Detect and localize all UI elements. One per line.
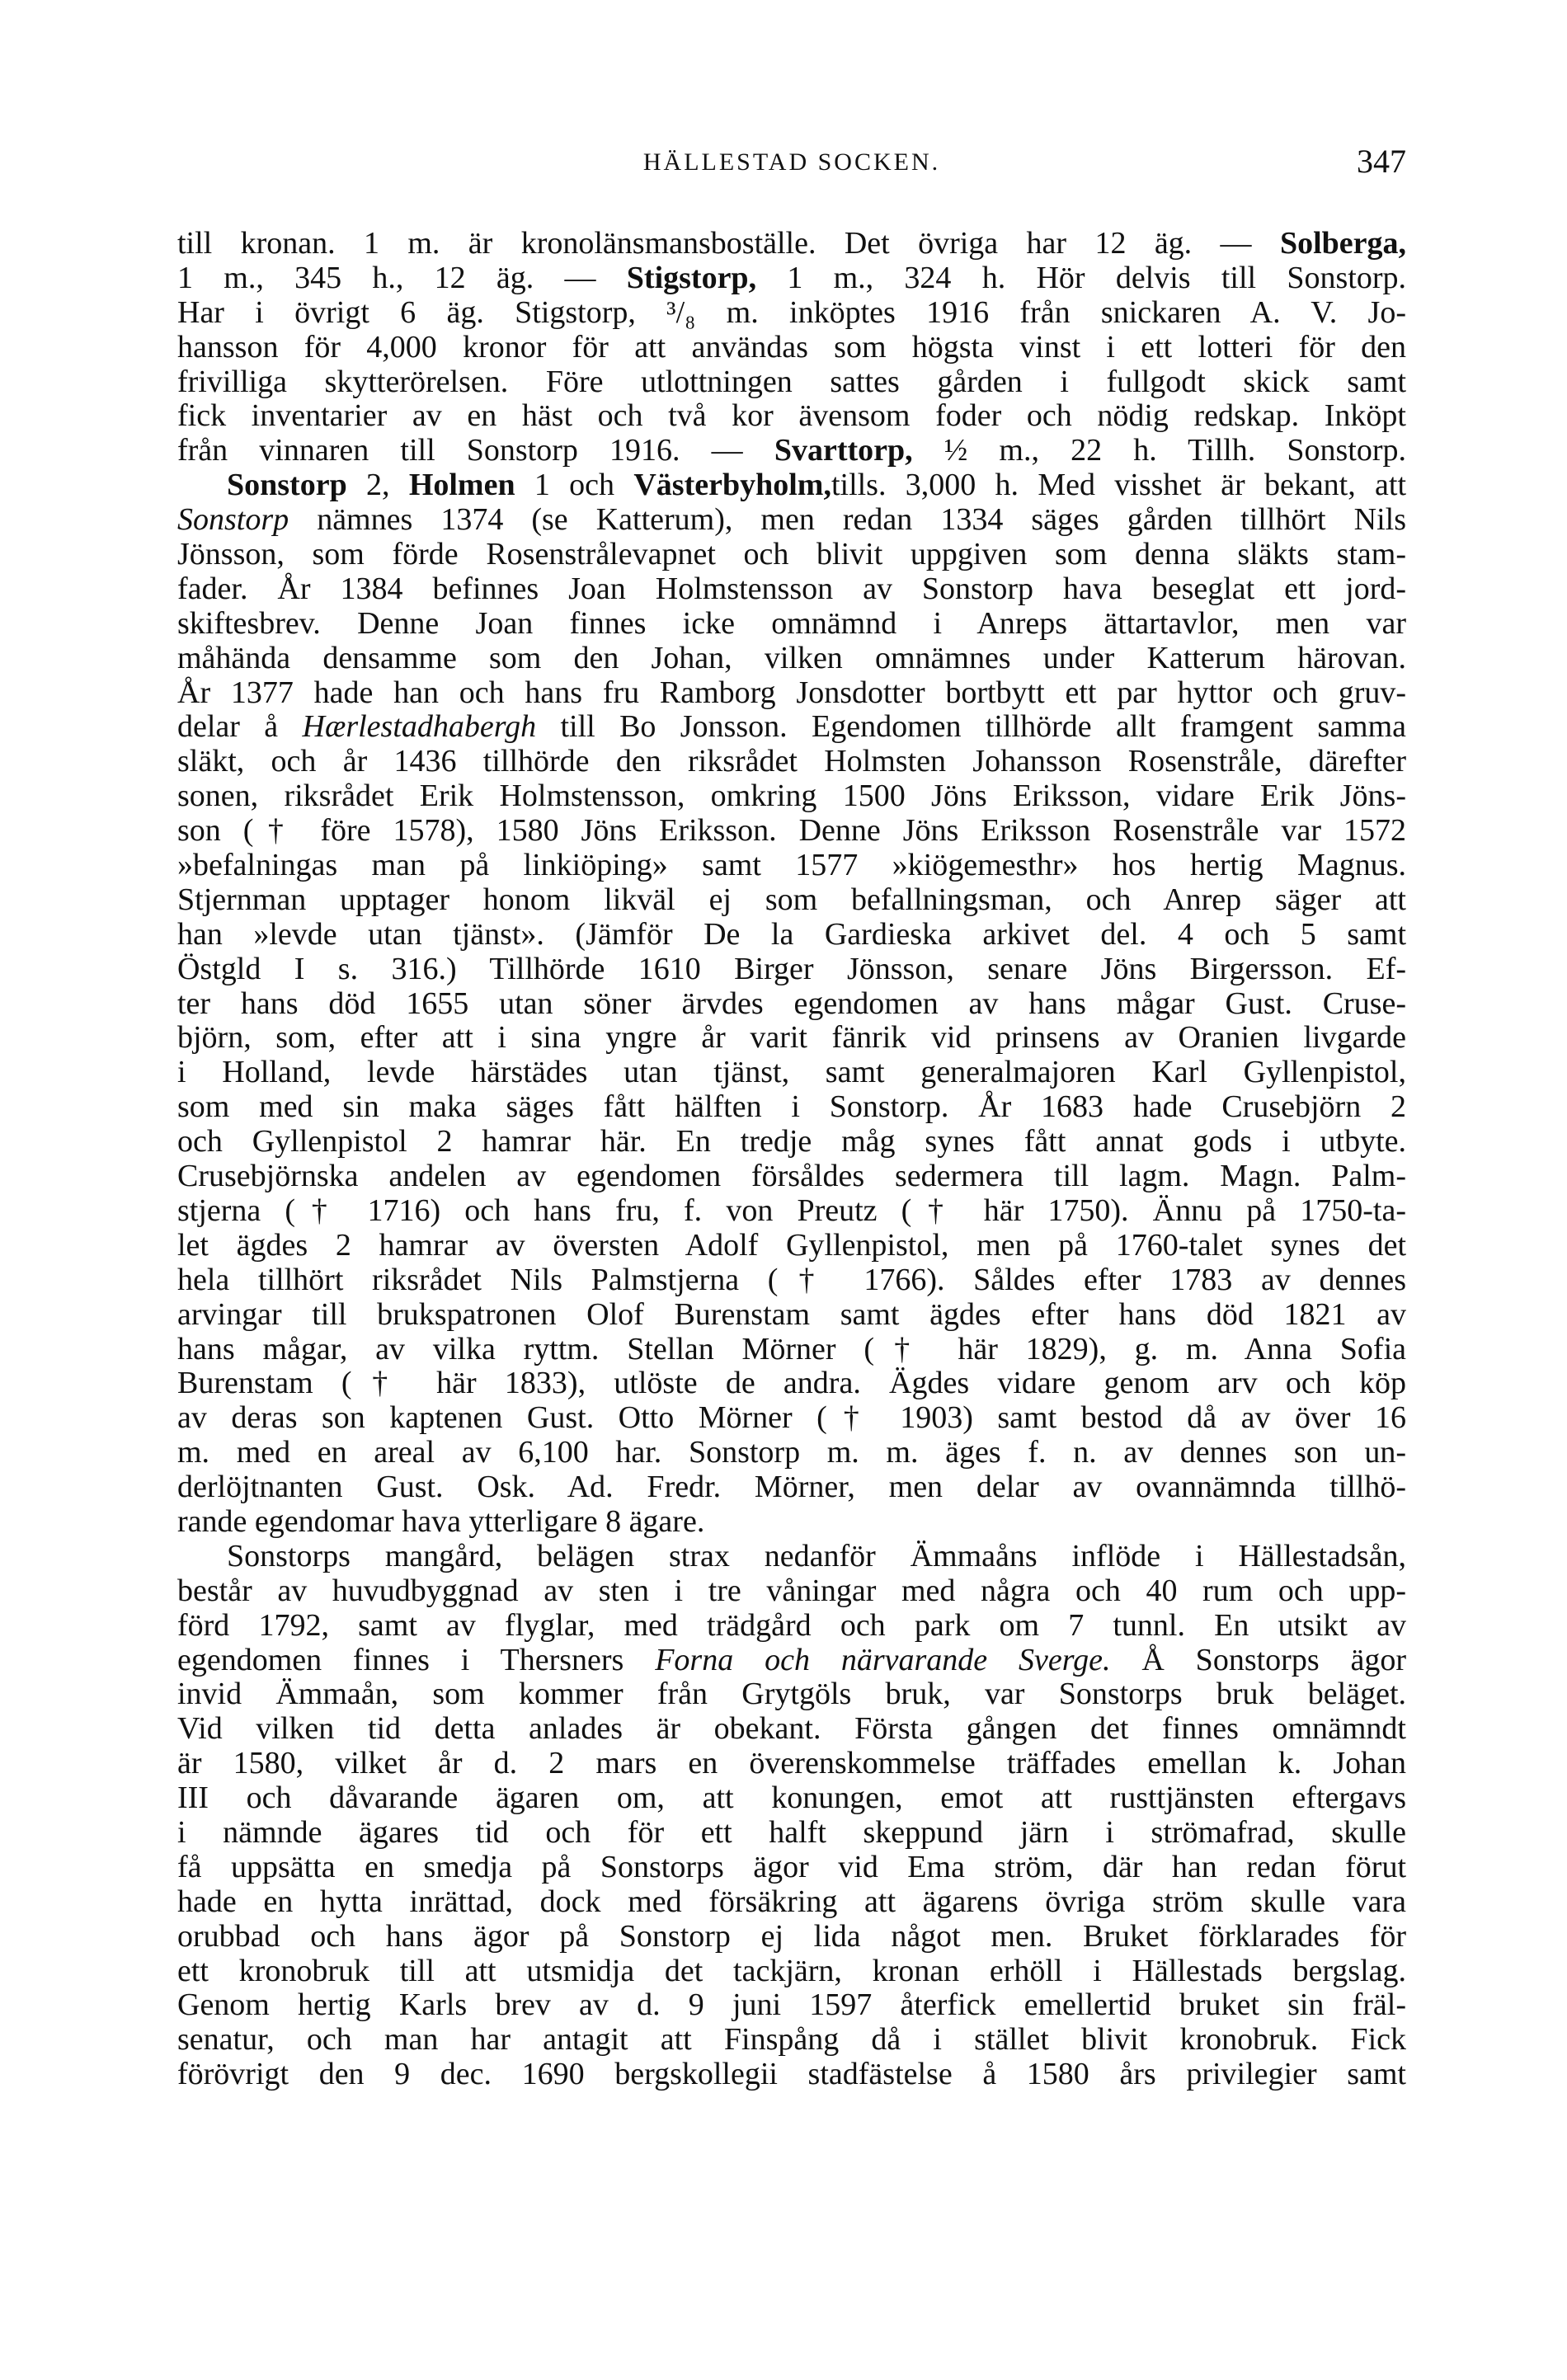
text-run: från vinnaren till Sonstorp 1916. — (177, 434, 774, 468)
text-run: Burenstam († här 1833), utlöste de andra. Ägdes vidare genom arv och köp (177, 1366, 1406, 1401)
text-line (177, 1851, 1406, 1885)
text-run: tills. 3,000 h. Med visshet är bekant, att (831, 468, 1406, 503)
text-run: arvingar till brukspatronen Olof Burenstam samt ägdes efter hans död 1821 av (177, 1297, 1406, 1332)
text-line (177, 1125, 1406, 1159)
text-run: 2, (346, 468, 409, 503)
text-line (177, 365, 1406, 400)
text-line (177, 779, 1406, 814)
text-run: 1 m., 324 h. Hör delvis till Sonstorp. (756, 261, 1406, 295)
text-line (177, 607, 1406, 642)
text-run: släkt, och år 1436 tillhörde den riksrådet Holmsten Johansson Rosenstråle, därefter (177, 745, 1406, 779)
text-line (177, 642, 1406, 676)
text-run: nämnes 1374 (se Katterum), men redan 1334 säges gården tillhört Nils (289, 503, 1406, 538)
text-run: av deras son kaptenen Gust. Otto Mörner († 1903) samt bestod då av över 16 (177, 1401, 1406, 1436)
text-run: förövrigt den 9 dec. 1690 bergskollegii stadfästelse å 1580 års privilegier samt (177, 2058, 1406, 2092)
text-line (177, 261, 1406, 296)
text-line (177, 399, 1406, 434)
text-line (177, 503, 1406, 538)
text-run: ett kronobruk till att utsmidja det tackjärn, kronan erhöll i Hällestads bergslag. (177, 1954, 1406, 1988)
text-line (177, 296, 1406, 331)
text-line (177, 1229, 1406, 1263)
text-line (177, 538, 1406, 572)
text-run: hela tillhört riksrådet Nils Palmstjerna († 1766). Såldes efter 1783 av dennes (177, 1263, 1406, 1297)
text-line (177, 331, 1406, 365)
text-run: derlöjtnanten Gust. Osk. Ad. Fredr. Mörner, men delar av ovannämnda tillhö- (177, 1470, 1406, 1505)
text-line (177, 987, 1406, 1022)
text-run: egendomen finnes i Thersners (177, 1643, 656, 1677)
text-run: hans mågar, av vilka ryttm. Stellan Mörner († här 1829), g. m. Anna Sofia (177, 1332, 1406, 1366)
text-run: hade en hytta inrättad, dock med försäkring att ägarens övriga ström skulle vara (177, 1884, 1406, 1919)
text-run: fader. År 1384 befinnes Joan Holmstensson av Sonstorp hava beseglat ett jord- (177, 571, 1406, 606)
text-run: Östgld I s. 316.) Tillhörde 1610 Birger Jönsson, senare Jöns Birgersson. Ef- (177, 952, 1406, 986)
text-run: let ägdes 2 hamrar av översten Adolf Gyllenpistol, men på 1760-talet synes det (177, 1228, 1406, 1263)
text-run: Sonstorps mangård, belägen strax nedanför Ämmaåns inflöde i Hällestadsån, (227, 1539, 1406, 1573)
text-line (177, 710, 1406, 745)
text-run: måhända densamme som den Johan, vilken omnämnes under Katterum härovan. (177, 641, 1406, 675)
text-run: skiftesbrev. Denne Joan finnes icke omnämnd i Anreps ättartavlor, men var (177, 606, 1406, 641)
text-run: fick inventarier av en häst och två kor ävensom foder och nödig redskap. Inköpt (177, 399, 1406, 434)
text-run: År 1377 hade han och hans fru Ramborg Jonsdotter bortbytt ett par hyttor och gruv- (177, 675, 1406, 710)
text-run: Har i övrigt 6 äg. Stigstorp, ³/₈ m. inköptes 1916 från snickaren A. V. Jo- (177, 295, 1406, 330)
text-line (177, 745, 1406, 779)
running-header (177, 142, 1406, 183)
text-run: invid Ämmaån, som kommer från Grytgöls bruk, var Sonstorps bruk beläget. (177, 1677, 1406, 1712)
text-line (177, 1021, 1406, 1056)
text-run: och Gyllenpistol 2 hamrar här. En tredje måg synes fått annat gods i utbyte. (177, 1125, 1406, 1159)
text-line (177, 2023, 1406, 2058)
text-line (177, 1366, 1406, 1401)
text-line (177, 1401, 1406, 1436)
text-run: förd 1792, samt av flyglar, med trädgård och park om 7 tunnl. En utsikt av (177, 1608, 1406, 1643)
text-run: är 1580, vilket år d. 2 mars en överenskommelse träffades emellan k. Johan (177, 1747, 1406, 1781)
place-name: Holmen (408, 468, 515, 503)
text-line (177, 1540, 1406, 1574)
text-line (177, 1159, 1406, 1194)
italic-text: Sonstorp (177, 503, 289, 538)
text-run: son († före 1578), 1580 Jöns Eriksson. Denne Jöns Eriksson Rosenstråle var 1572 (177, 814, 1406, 849)
text-line (177, 1644, 1406, 1678)
text-line (177, 1712, 1406, 1747)
text-line (177, 1609, 1406, 1644)
text-run: Jönsson, som förde Rosenstrålevapnet och blivit uppgiven som denna släkts stam- (177, 538, 1406, 572)
text-line (177, 434, 1406, 468)
text-run: få uppsätta en smedja på Sonstorps ägor vid Ema ström, där han redan förut (177, 1850, 1406, 1884)
text-run: delar å (177, 710, 303, 745)
place-name: Svarttorp, (774, 434, 913, 468)
text-run: »befalningas man på linkiöping» samt 1577 »kiögemesthr» hos hertig Magnus. (177, 849, 1406, 883)
text-run: m. med en areal av 6,100 har. Sonstorp m. m. äges f. n. av dennes son un- (177, 1436, 1406, 1470)
text-run: senatur, och man har antagit att Finspång då i stället blivit kronobruk. Fick (177, 2023, 1406, 2058)
place-name: Stigstorp, (626, 261, 757, 295)
text-run: frivilliga skytterörelsen. Före utlottningen sattes gården i fullgodt skick samt (177, 365, 1406, 399)
text-run: i Holland, levde härstädes utan tjänst, samt generalmajoren Karl Gyllenpistol, (177, 1056, 1406, 1090)
text-run: sonen, riksrådet Erik Holmstensson, omkring 1500 Jöns Eriksson, vidare Erik Jöns- (177, 779, 1406, 814)
text-run: III och dåvarande ägaren om, att konungen, emot att rusttjänsten eftergavs (177, 1781, 1406, 1816)
text-line (177, 1885, 1406, 1920)
text-line (177, 1436, 1406, 1470)
text-run: hansson för 4,000 kronor för att användas som högsta vinst i ett lotteri för den (177, 330, 1406, 365)
text-run: som med sin maka säges fått hälften i Sonstorp. År 1683 hade Crusebjörn 2 (177, 1090, 1406, 1125)
text-run: i nämnde ägares tid och för ett halft skeppund järn i strömafrad, skulle (177, 1815, 1406, 1850)
text-line (177, 1747, 1406, 1781)
text-run: orubbad och hans ägor på Sonstorp ej lida något men. Bruket förklarades för (177, 1919, 1406, 1954)
text-run: Å Sonstorps ägor (1110, 1643, 1406, 1677)
text-run: rande egendomar hava ytterligare 8 ägare. (177, 1504, 705, 1539)
text-run: 1 m., 345 h., 12 äg. — (177, 261, 627, 295)
text-line (177, 227, 1406, 261)
italic-text: Hærlestadhabergh (302, 710, 537, 745)
place-name: Solberga, (1279, 227, 1406, 261)
text-line (177, 918, 1406, 952)
place-name: Västerbyholm, (633, 468, 831, 503)
text-run: ½ m., 22 h. Tillh. Sonstorp. (912, 434, 1406, 468)
text-line (177, 1333, 1406, 1367)
text-run: björn, som, efter att i sina yngre år varit fänrik vid prinsens av Oranien livgarde (177, 1021, 1406, 1056)
text-line (177, 1470, 1406, 1505)
place-name: Sonstorp (227, 468, 347, 503)
text-line (177, 1090, 1406, 1125)
text-line (177, 814, 1406, 849)
header-title: HÄLLESTAD SOCKEN. (642, 148, 941, 176)
text-run: består av huvudbyggnad av sten i tre våningar med några och 40 rum och upp- (177, 1573, 1406, 1608)
text-run: till kronan. 1 m. är kronolänsmansboställe. Det övriga har 12 äg. — (177, 227, 1280, 261)
text-line (177, 1988, 1406, 2023)
text-line (177, 1505, 1406, 1540)
text-line (177, 1920, 1406, 1954)
text-line (177, 883, 1406, 918)
text-line (177, 1056, 1406, 1090)
page-number: 347 (1357, 143, 1406, 180)
text-line (177, 1574, 1406, 1609)
text-run: Crusebjörnska andelen av egendomen försåldes sedermera till lagm. Magn. Palm- (177, 1159, 1406, 1194)
text-run: ter hans död 1655 utan söner ärvdes egendomen av hans mågar Gust. Cruse- (177, 986, 1406, 1021)
text-line (177, 849, 1406, 883)
text-run: han »levde utan tjänst». (Jämför De la Gardieska arkivet del. 4 och 5 samt (177, 917, 1406, 952)
text-line (177, 1816, 1406, 1851)
text-run: stjerna († 1716) och hans fru, f. von Preutz († här 1750). Ännu på 1750-ta- (177, 1193, 1406, 1228)
text-line (177, 1298, 1406, 1333)
text-line (177, 2058, 1406, 2092)
text-run: till Bo Jonsson. Egendomen tillhörde allt framgent samma (536, 710, 1406, 745)
text-line (177, 1677, 1406, 1712)
italic-text: Forna och närvarande Sverge. (655, 1643, 1111, 1677)
text-line (177, 1781, 1406, 1816)
text-run: 1 och (515, 468, 634, 503)
text-run: Vid vilken tid detta anlades är obekant. Första gången det finnes omnämndt (177, 1712, 1406, 1747)
text-line (177, 676, 1406, 711)
text-run: Genom hertig Karls brev av d. 9 juni 1597 återfick emellertid bruket sin fräl- (177, 1988, 1406, 2023)
text-line (177, 1954, 1406, 1989)
text-line (177, 572, 1406, 607)
text-line (177, 468, 1406, 503)
text-line (177, 952, 1406, 987)
text-line (177, 1263, 1406, 1298)
text-run: Stjernman upptager honom likväl ej som befallningsman, och Anrep säger att (177, 882, 1406, 917)
body-text (177, 227, 1406, 2092)
text-line (177, 1194, 1406, 1229)
